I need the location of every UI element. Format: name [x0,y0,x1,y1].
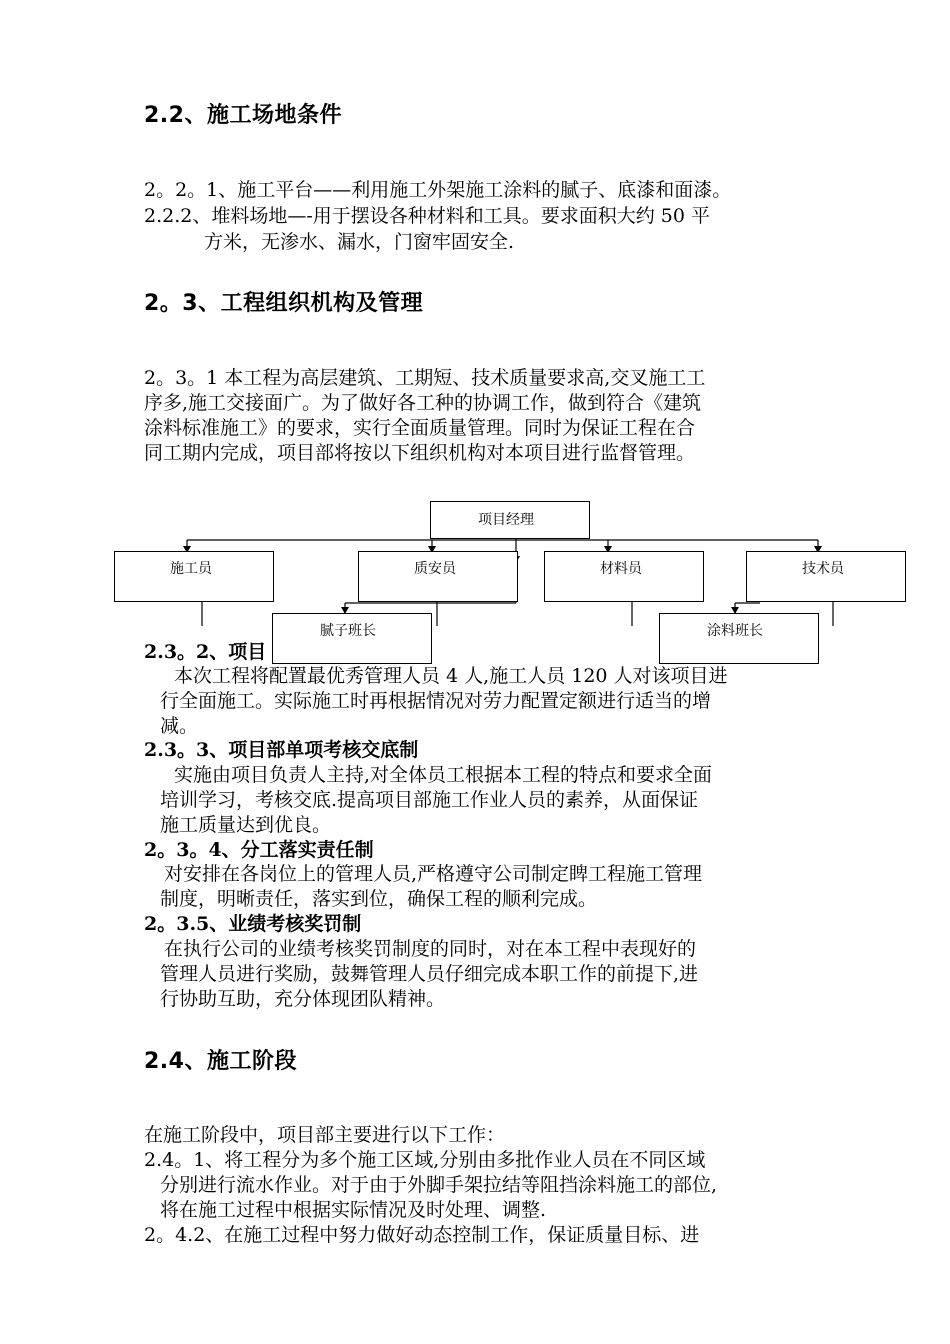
org-box-materials [544,551,704,602]
section-2-4-item-2: 2。4.2、在施工过程中努力做好动态控制工作，保证质量目标、进 [144,1224,700,1246]
subsection-2-3-2-line-1: 本次工程将配置最优秀管理人员 4 人,施工人员 120 人对该项目进 [174,665,728,687]
subsection-2-3-3-line-1: 实施由项目负责人主持,对全体员工根据本工程的特点和要求全面 [174,764,713,786]
org-box-project-manager [430,501,590,539]
section-2-3-para-line-3: 涂料标准施工》的要求，实行全面质量管理。同时为保证工程在合 [144,417,696,439]
section-2-4-heading: 2.4、施工阶段 [144,1049,297,1074]
subsection-2-3-5-line-1: 在执行公司的业绩考核奖罚制度的同时，对在本工程中表现好的 [164,938,697,960]
subsection-2-3-2-line-2: 行全面施工。实际施工时再根据情况对劳力配置定额进行适当的增 [160,690,712,712]
section-2-2-heading: 2.2、施工场地条件 [144,103,342,128]
section-2-4-intro: 在施工阶段中，项目部主要进行以下工作： [144,1124,506,1146]
subsection-2-3-3-line-2: 培训学习，考核交底.提高项目部施工作业人员的素养，从面保证 [160,789,699,811]
subsection-2-3-5-line-2: 管理人员进行奖励，鼓舞管理人员仔细完成本职工作的前提下,进 [160,963,699,985]
section-2-4-item-1-line-1: 2.4。1、将工程分为多个施工区域,分别由多批作业人员在不同区域 [144,1149,706,1171]
org-label-materials: 材料员 [600,561,642,577]
subsection-2-3-4-title: 2。3。4、分工落实责任制 [144,839,374,861]
section-2-2-item-2-line-2: 方米，无渗水、漏水，门窗牢固安全. [204,231,515,253]
org-label-putty-foreman: 腻子班长 [320,623,376,639]
subsection-2-3-5-line-3: 行协助互助，充分体现团队精神。 [160,988,446,1010]
section-2-2-item-2-line-1: 2.2.2、堆料场地—-用于摆设各种材料和工具。要求面积大约 50 平 [144,205,711,227]
org-label-construction-staff: 施工员 [170,561,212,577]
org-label-paint-foreman: 涂料班长 [707,623,763,639]
section-2-3-para-line-1: 2。3。1 本工程为高层建筑、工期短、技术质量要求高,交叉施工工 [144,367,706,389]
org-box-technical [746,551,906,602]
section-2-3-para-line-2: 序多,施工交接面广。为了做好各工种的协调工作，做到符合《建筑 [144,392,702,414]
org-label-quality-safety: 质安员 [414,561,456,577]
section-2-3-heading: 2。3、工程组织机构及管理 [144,291,424,316]
section-2-2-item-1: 2。2。1、施工平台——利用施工外架施工涂料的腻子、底漆和面漆。 [144,179,732,201]
subsection-2-3-3-line-3: 施工质量达到优良。 [160,814,332,836]
org-box-quality-safety [358,551,518,602]
section-2-4-item-1-line-3: 将在施工过程中根据实际情况及时处理、调整. [160,1199,547,1221]
subsection-2-3-2-title: 2.3。2、项目 [144,641,267,663]
subsection-2-3-5-title: 2。3.5、业绩考核奖罚制 [144,913,362,935]
org-box-construction-staff [114,551,274,602]
subsection-2-3-2-line-3: 减。 [160,715,199,737]
org-box-putty-foreman [272,613,432,664]
subsection-2-3-4-line-2: 制度，明晰责任，落实到位，确保工程的顺利完成。 [160,888,598,910]
org-label-project-manager: 项目经理 [478,512,534,528]
org-box-paint-foreman [659,613,819,664]
section-2-3-para-line-4: 同工期内完成，项目部将按以下组织机构对本项目进行监督管理。 [144,442,696,464]
subsection-2-3-4-line-1: 对安排在各岗位上的管理人员,严格遵守公司制定睥工程施工管理 [164,863,703,885]
org-label-technical: 技术员 [802,561,844,577]
section-2-4-item-1-line-2: 分别进行流水作业。对于由于外脚手架拉结等阻挡涂料施工的部位, [160,1174,718,1196]
subsection-2-3-3-title: 2.3。3、项目部单项考核交底制 [144,739,419,761]
